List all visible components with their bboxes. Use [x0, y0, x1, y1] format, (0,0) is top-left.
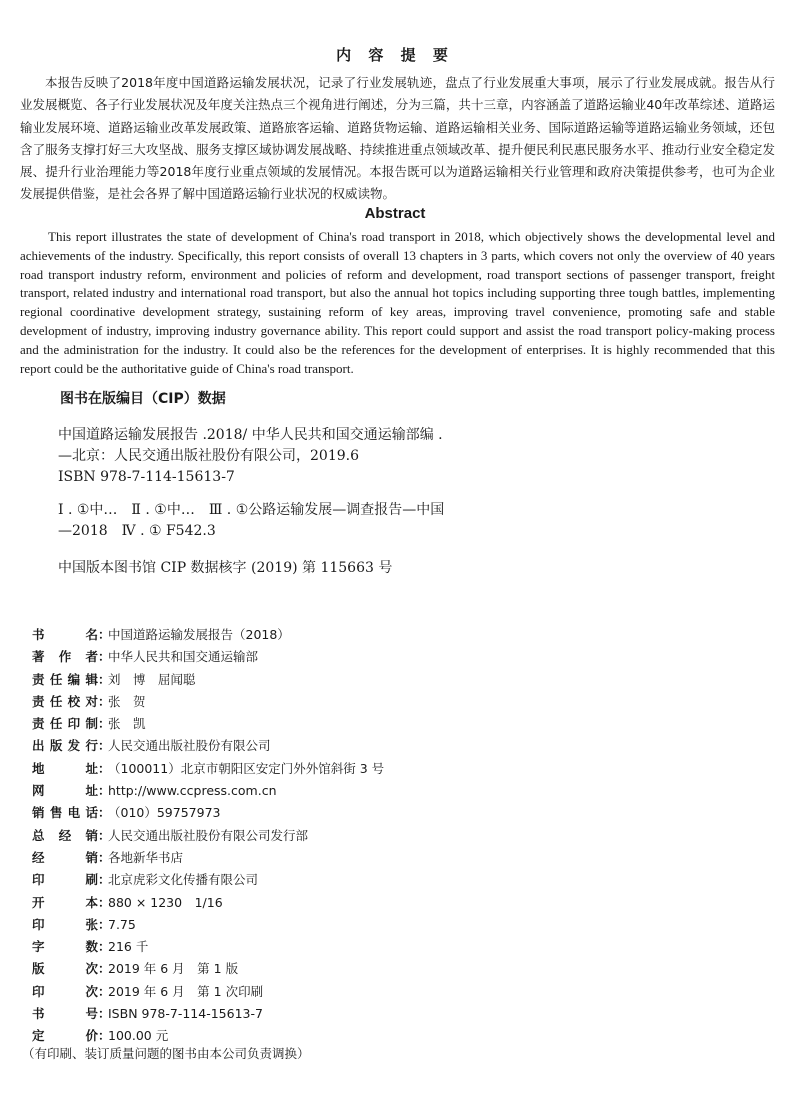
info-label: 经销 — [32, 849, 98, 865]
info-colon: ： — [98, 916, 111, 932]
info-label: 版次 — [32, 961, 98, 977]
info-row — [32, 847, 532, 869]
info-value: 张 凯 — [108, 716, 146, 732]
info-value: 张 贺 — [108, 693, 146, 709]
info-value: 人民交通出版社股份有限公司发行部 — [108, 827, 309, 843]
info-row — [32, 825, 532, 847]
info-label: 著作者 — [32, 649, 98, 665]
info-colon: ： — [98, 1028, 111, 1044]
info-label: 责任校对 — [32, 693, 98, 709]
info-colon: ： — [98, 872, 111, 888]
info-value: （100011）北京市朝阳区安定门外外馆斜街 3 号 — [108, 760, 385, 776]
info-row — [32, 914, 532, 936]
info-label: 书名 — [32, 627, 98, 642]
info-value: 2019 年 6 月 第 1 次印刷 — [108, 983, 264, 999]
info-colon: ： — [98, 671, 111, 687]
info-colon: ： — [98, 961, 111, 977]
info-row — [32, 936, 532, 958]
info-label: 地址 — [32, 760, 98, 776]
quality-note: （有印刷、装订质量问题的图书由本公司负责调换） — [22, 1046, 310, 1061]
info-value: ISBN 978-7-114-15613-7 — [108, 1006, 263, 1022]
info-colon: ： — [98, 849, 111, 865]
abstract-text: This report illustrates the state of development of China's road transport in 2018, which objectively shows the developmental level and achievements of the industry. Specifically, this report consists of overall 13 chapters in 3 parts, which covers not only the overview of 40 years road transport industry reform, environment and policies of reform and development, road transport sections of passenger transport, freight transport, related industry and international road transport, but also the annual hot topics including supporting three tough battles, implementing regional coordinative development strategy, sustaining reform of key areas, improving travel convenience, promoting safe and stable development of industry, improving industry governance ability. This report could support and assist the road transport policy-making process and the administration for the industry. It could also be the references for the development of enterprises. It is highly recommended that this report could be the authoritative guide of China's road transport. — [20, 229, 775, 376]
info-colon: ： — [98, 693, 111, 709]
info-label: 印刷 — [32, 872, 98, 888]
info-value: 7.75 — [108, 916, 136, 932]
abstract-heading: Abstract — [364, 205, 426, 222]
info-colon: ： — [98, 894, 111, 910]
info-row — [32, 735, 532, 757]
info-value: 216 千 — [108, 939, 149, 955]
info-colon: ： — [98, 827, 111, 843]
info-colon: ： — [98, 716, 111, 732]
info-value: 880 × 1230 1/16 — [108, 894, 223, 910]
info-row — [32, 981, 532, 1003]
info-label: 开本 — [32, 894, 98, 910]
info-label: 责任编辑 — [32, 671, 98, 687]
info-value: 2019 年 6 月 第 1 版 — [108, 961, 239, 977]
cip-classification: Ⅰ . ①中… Ⅱ . ①中… Ⅲ . ①公路运输发展—调查报告—中国—2018 Ⅳ . ① F542.3 — [58, 502, 445, 539]
info-colon: ： — [98, 760, 111, 776]
info-label: 印张 — [32, 916, 98, 932]
info-row — [32, 780, 532, 802]
publication-info — [32, 624, 532, 1048]
info-colon: ： — [98, 738, 111, 754]
info-label: 定价 — [32, 1028, 98, 1044]
info-row — [32, 892, 532, 914]
info-colon: ： — [98, 1006, 111, 1022]
info-label: 出版发行 — [32, 738, 98, 754]
info-row — [32, 1003, 532, 1025]
info-value: 刘 博 屈闻聪 — [108, 671, 196, 687]
info-value: 人民交通出版社股份有限公司 — [108, 738, 271, 754]
info-colon: ： — [98, 805, 111, 821]
summary-text: 本报告反映了2018年度中国道路运输发展状况，记录了行业发展轨迹，盘点了行业发展重大事项，展示了行业发展成就。报告从行业发展概览、各子行业发展状况及年度关注热点三个视角进行阐述，分为三篇，共十三章，内容涵盖了道路运输业40年改革综述、道路运输业发展环境、道路运输业改革发展政策、道路旅客运输、道路货物运输、道路运输相关业务、国际道路运输等道路运输业务领域，还包含了服务支撑打好三大攻坚战、服务支撑区域协调发展战略、持续推进重点领域改革、提升便民利民惠民服务水平、推动行业安全稳定发展、提升行业治理能力等2018年度行业重点领域的发展情况。本报告既可以为道路运输相关行业管理和政府决策提供参考，也可为企业发展提供借鉴，是社会各界了解中国道路运输行业状况的权威读物。 — [20, 75, 775, 202]
cip-block — [58, 425, 458, 579]
info-value: （010）59757973 — [108, 805, 221, 821]
info-colon: ： — [98, 649, 111, 665]
info-value: 各地新华书店 — [108, 849, 184, 865]
info-value: 中华人民共和国交通运输部 — [108, 649, 259, 665]
info-value: 中国道路运输发展报告（2018） — [108, 627, 290, 642]
cip-title: 图书在版编目（CIP）数据 — [60, 391, 226, 407]
cip-isbn: ISBN 978-7-114-15613-7 — [58, 469, 235, 485]
summary-heading: 内 容 提 要 — [336, 46, 454, 64]
info-row — [32, 646, 532, 668]
info-value: 100.00 元 — [108, 1028, 169, 1044]
info-colon: ： — [98, 783, 111, 799]
info-label: 销售电话 — [32, 805, 98, 821]
info-colon: ： — [98, 939, 111, 955]
cip-record: 中国版本图书馆 CIP 数据核字 (2019) 第 115663 号 — [58, 560, 393, 576]
info-colon: ： — [98, 983, 111, 999]
info-label: 字数 — [32, 939, 98, 955]
info-colon: ： — [98, 627, 111, 642]
info-label: 网址 — [32, 783, 98, 799]
info-value: 北京虎彩文化传播有限公司 — [108, 872, 259, 888]
info-label: 总经销 — [32, 827, 98, 843]
info-row — [32, 958, 532, 980]
info-label: 书号 — [32, 1006, 98, 1022]
info-row — [32, 758, 532, 780]
info-label: 印次 — [32, 983, 98, 999]
info-row — [32, 624, 532, 646]
info-row — [32, 691, 532, 713]
info-label: 责任印制 — [32, 716, 98, 732]
info-value: http://www.ccpress.com.cn — [108, 783, 277, 799]
info-row — [32, 802, 532, 824]
info-row — [32, 669, 532, 691]
cip-entry: 中国道路运输发展报告 .2018/ 中华人民共和国交通运输部编 . —北京：人民交通出版社股份有限公司，2019.6 — [58, 427, 443, 464]
info-row — [32, 713, 532, 735]
info-row — [32, 869, 532, 891]
